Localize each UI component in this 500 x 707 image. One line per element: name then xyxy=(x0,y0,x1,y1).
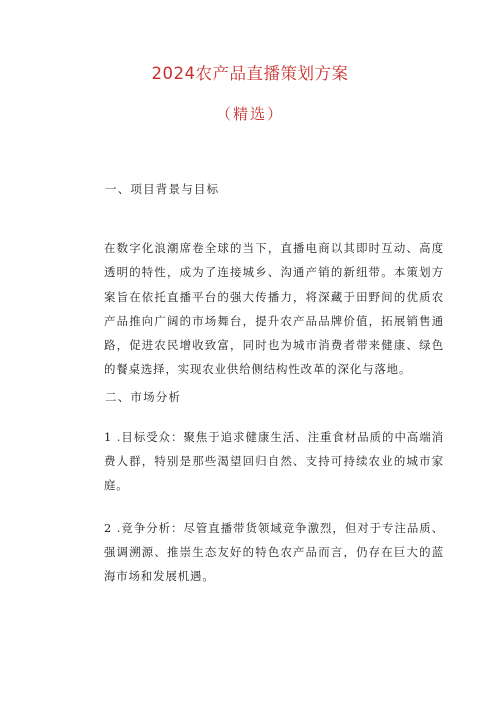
list-item-text: 1 .目标受众：聚焦于追求健康生活、注重食材品质的中高端消费人群，特别是那些渴望回归自然、支持可持续农业的城市家庭。 xyxy=(104,430,444,493)
document-subtitle: （精选） xyxy=(215,105,284,123)
section-paragraph-background xyxy=(104,212,444,381)
paragraph-text: 在数字化浪潮席卷全球的当下，直播电商以其即时互动、高度透明的特性，成为了连接城乡、沟通产销的新纽带。本策划方案旨在依托直播平台的强大传播力，将深藏于田野间的优质农产品推向广阔的市场舞台，提升农产品品牌价值，拓展销售通路，促进农民增收致富，同时也为城市消费者带来健康、绿色的餐桌选择，实现农业供给侧结构性改革的深化与落地。 xyxy=(104,241,444,377)
document-title: 2024农产品直播策划方案 xyxy=(151,64,349,83)
section-heading-market: 二、市场分析 xyxy=(105,390,182,404)
market-item-competition xyxy=(104,516,444,589)
market-item-target-audience xyxy=(104,425,444,498)
list-item-text: 2 .竞争分析：尽管直播带货领域竞争激烈，但对于专注品质、强调溯源、推崇生态友好的特色农产品而言，仍存在巨大的蓝海市场和发展机遇。 xyxy=(104,521,444,584)
section-heading-background: 一、项目背景与目标 xyxy=(105,182,220,196)
